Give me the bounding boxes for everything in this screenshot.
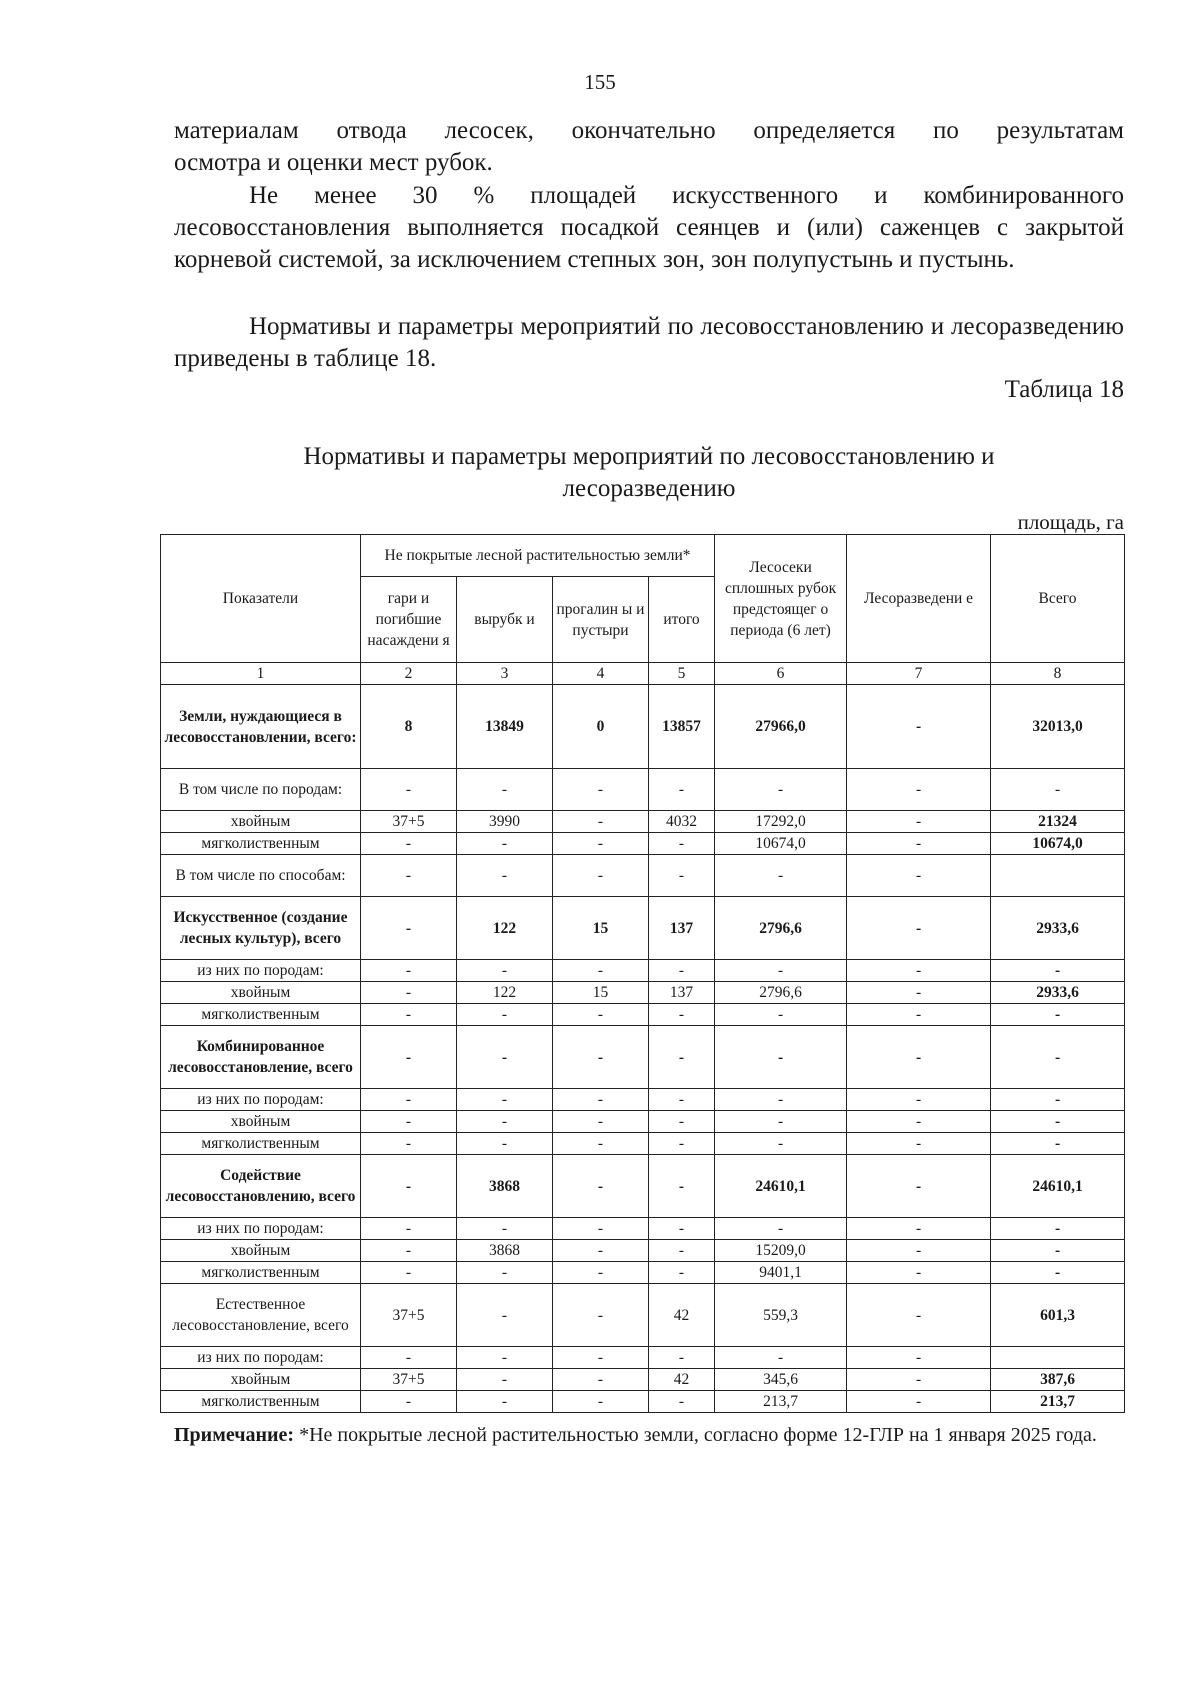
table-cell: 15: [553, 897, 649, 960]
table-row: [161, 811, 1125, 833]
table-cell: -: [553, 1218, 649, 1240]
table-cell: -: [457, 1284, 553, 1347]
table-row: [161, 1218, 1125, 1240]
table-cell: -: [847, 897, 991, 960]
table-cell: -: [553, 1240, 649, 1262]
table-cell: -: [847, 1262, 991, 1284]
row-label: мягколиственным: [161, 1004, 361, 1026]
table-cell: -: [991, 1026, 1125, 1089]
table-cell: -: [649, 855, 715, 897]
row-label: мягколиственным: [161, 1391, 361, 1413]
table-cell: 10674,0: [991, 833, 1125, 855]
header-afforestation: Лесоразведени е: [847, 535, 991, 663]
table-cell: -: [553, 1347, 649, 1369]
table-cell: 24610,1: [991, 1155, 1125, 1218]
table-cell: -: [457, 769, 553, 811]
table-cell: -: [361, 833, 457, 855]
table-cell: -: [649, 1089, 715, 1111]
table-cell: -: [649, 1155, 715, 1218]
table-row: [161, 960, 1125, 982]
table-cell: -: [361, 1004, 457, 1026]
column-number: 8: [991, 663, 1125, 685]
header-not-covered: Не покрытые лесной растительностью земли*: [361, 535, 715, 577]
table-cell: -: [553, 811, 649, 833]
row-label: Земли, нуждающиеся в лесовосстановлении, всего:: [161, 685, 361, 769]
table-cell: -: [553, 1133, 649, 1155]
table-cell: 3868: [457, 1240, 553, 1262]
row-label: Искусственное (создание лесных культур), всего: [161, 897, 361, 960]
table-cell: 2796,6: [715, 982, 847, 1004]
table-cell: -: [847, 1218, 991, 1240]
table-row: [161, 1133, 1125, 1155]
table-row: [161, 1089, 1125, 1111]
table-cell: -: [715, 960, 847, 982]
page-number: 155: [584, 70, 616, 94]
row-label: хвойным: [161, 1240, 361, 1262]
table-cell: -: [649, 1133, 715, 1155]
table-row: [161, 1155, 1125, 1218]
table-cell: 213,7: [991, 1391, 1125, 1413]
table-cell: -: [649, 1347, 715, 1369]
table-column-numbers-row: [161, 663, 1125, 685]
row-label: Естественное лесовосстановление, всего: [161, 1284, 361, 1347]
table-cell: 15209,0: [715, 1240, 847, 1262]
paragraph-2: Не менее 30 % площадей искусственного и комбинированного лесовосстановления выполняется посадкой сеянцев и (или) саженцев с закрытой корневой системой, за исключением степных зон, зон полупустынь и пустынь.: [174, 182, 1124, 273]
table-caption: [174, 441, 1124, 505]
table-cell: 137: [649, 982, 715, 1004]
table-caption-line-1: Нормативы и параметры мероприятий по лесовосстановлению и: [303, 443, 995, 470]
table-cell: -: [991, 1133, 1125, 1155]
row-label: мягколиственным: [161, 1262, 361, 1284]
table-cell: -: [991, 1240, 1125, 1262]
row-label: из них по породам:: [161, 1089, 361, 1111]
table-cell: -: [649, 769, 715, 811]
table-cell: 24610,1: [715, 1155, 847, 1218]
table-cell: -: [649, 1004, 715, 1026]
table-cell: -: [649, 1240, 715, 1262]
column-number: 1: [161, 663, 361, 685]
table-cell: -: [649, 1262, 715, 1284]
row-label: хвойным: [161, 982, 361, 1004]
table-row: [161, 1369, 1125, 1391]
header-indicators: Показатели: [161, 535, 361, 663]
table-cell: -: [553, 960, 649, 982]
table-cell: -: [361, 1391, 457, 1413]
table-cell: -: [457, 960, 553, 982]
table-cell: -: [361, 1347, 457, 1369]
table-cell: -: [553, 1111, 649, 1133]
table-cell: -: [457, 855, 553, 897]
table-cell: -: [847, 1004, 991, 1026]
table-cell: -: [847, 1391, 991, 1413]
table-cell: -: [553, 1369, 649, 1391]
table-cell: -: [847, 1347, 991, 1369]
units-label: площадь, га: [1017, 510, 1124, 534]
table-cell: -: [361, 1155, 457, 1218]
row-label: из них по породам:: [161, 1218, 361, 1240]
table-cell: -: [553, 1155, 649, 1218]
table-cell: -: [991, 960, 1125, 982]
table-cell: -: [553, 1026, 649, 1089]
table-row: [161, 855, 1125, 897]
table-cell: -: [847, 982, 991, 1004]
table-cell: -: [457, 1369, 553, 1391]
table-cell: -: [361, 855, 457, 897]
table-cell: -: [847, 855, 991, 897]
table-cell: -: [457, 1004, 553, 1026]
table-cell: -: [715, 1089, 847, 1111]
table-cell: -: [361, 1111, 457, 1133]
table-row: [161, 897, 1125, 960]
table-cell: -: [991, 1089, 1125, 1111]
table-cell: 0: [553, 685, 649, 769]
table-cell: -: [649, 1026, 715, 1089]
table-cell: -: [847, 1089, 991, 1111]
table-cell: [991, 855, 1125, 897]
table-row: [161, 833, 1125, 855]
table-cell: 9401,1: [715, 1262, 847, 1284]
header-total: Всего: [991, 535, 1125, 663]
table-cell: -: [553, 1284, 649, 1347]
table-row: [161, 1262, 1125, 1284]
table-cell: 13849: [457, 685, 553, 769]
table-cell: -: [847, 1133, 991, 1155]
norms-table: [160, 534, 1125, 1413]
table-cell: -: [847, 1026, 991, 1089]
table-note: [174, 1422, 1124, 1449]
table-cell: 3990: [457, 811, 553, 833]
note-label: Примечание:: [174, 1424, 295, 1446]
table-cell: -: [457, 1026, 553, 1089]
table-cell: -: [847, 1369, 991, 1391]
table-cell: -: [553, 1391, 649, 1413]
table-row: [161, 1026, 1125, 1089]
row-label: Комбинированное лесовосстановление, всего: [161, 1026, 361, 1089]
header-cutting-areas: Лесосеки сплошных рубок предстоящег о периода (6 лет): [715, 535, 847, 663]
column-number: 4: [553, 663, 649, 685]
table-cell: -: [649, 833, 715, 855]
paragraph-1: [174, 115, 1124, 179]
table-cell: -: [649, 960, 715, 982]
table-cell: -: [457, 1391, 553, 1413]
table-cell: -: [361, 769, 457, 811]
table-cell: 2933,6: [991, 982, 1125, 1004]
table-cell: -: [847, 1111, 991, 1133]
row-label: В том числе по породам:: [161, 769, 361, 811]
table-cell: -: [991, 769, 1125, 811]
header-clearings: вырубк и: [457, 577, 553, 663]
table-cell: -: [457, 1111, 553, 1133]
table-cell: -: [457, 1218, 553, 1240]
table-cell: 3868: [457, 1155, 553, 1218]
table-cell: 42: [649, 1284, 715, 1347]
table-cell: 32013,0: [991, 685, 1125, 769]
table-cell: -: [361, 1133, 457, 1155]
table-label: Таблица 18: [1004, 376, 1124, 403]
table-cell: 4032: [649, 811, 715, 833]
table-cell: -: [553, 1262, 649, 1284]
table-cell: -: [361, 1218, 457, 1240]
table-cell: -: [715, 1218, 847, 1240]
table-cell: 10674,0: [715, 833, 847, 855]
row-label: из них по породам:: [161, 1347, 361, 1369]
row-label: хвойным: [161, 811, 361, 833]
table-cell: 27966,0: [715, 685, 847, 769]
table-cell: -: [553, 855, 649, 897]
column-number: 5: [649, 663, 715, 685]
table-cell: -: [361, 1026, 457, 1089]
row-label: Содействие лесовосстановлению, всего: [161, 1155, 361, 1218]
table-row: [161, 769, 1125, 811]
table-cell: 601,3: [991, 1284, 1125, 1347]
table-cell: 387,6: [991, 1369, 1125, 1391]
table-cell: 37+5: [361, 1284, 457, 1347]
table-cell: -: [457, 1347, 553, 1369]
table-cell: 345,6: [715, 1369, 847, 1391]
table-row: [161, 1004, 1125, 1026]
table-cell: -: [991, 1218, 1125, 1240]
header-burns: гари и погибшие насаждени я: [361, 577, 457, 663]
column-number: 3: [457, 663, 553, 685]
table-cell: -: [991, 1004, 1125, 1026]
table-cell: 8: [361, 685, 457, 769]
row-label: В том числе по способам:: [161, 855, 361, 897]
paragraph-1-line-2: осмотра и оценки мест рубок.: [174, 149, 493, 176]
table-cell: -: [361, 960, 457, 982]
table-cell: 15: [553, 982, 649, 1004]
table-cell: -: [457, 1133, 553, 1155]
table-cell: 559,3: [715, 1284, 847, 1347]
table-cell: 2796,6: [715, 897, 847, 960]
table-cell: -: [847, 769, 991, 811]
table-cell: -: [649, 1391, 715, 1413]
table-cell: -: [847, 960, 991, 982]
row-label: из них по породам:: [161, 960, 361, 982]
table-cell: -: [553, 769, 649, 811]
row-label: мягколиственным: [161, 1133, 361, 1155]
table-cell: -: [457, 833, 553, 855]
table-cell: 42: [649, 1369, 715, 1391]
table-cell: 2933,6: [991, 897, 1125, 960]
column-number: 6: [715, 663, 847, 685]
table-row: [161, 1284, 1125, 1347]
table-cell: -: [361, 1262, 457, 1284]
table-cell: -: [847, 1155, 991, 1218]
table-cell: 122: [457, 982, 553, 1004]
table-row: [161, 685, 1125, 769]
table-cell: -: [847, 1284, 991, 1347]
table-cell: -: [715, 855, 847, 897]
table-cell: -: [715, 1111, 847, 1133]
table-cell: -: [847, 833, 991, 855]
table-cell: -: [361, 897, 457, 960]
table-cell: -: [361, 1089, 457, 1111]
row-label: мягколиственным: [161, 833, 361, 855]
table-cell: -: [553, 1004, 649, 1026]
table-cell: -: [715, 1004, 847, 1026]
table-cell: 21324: [991, 811, 1125, 833]
header-subtotal: итого: [649, 577, 715, 663]
table-row: [161, 982, 1125, 1004]
table-cell: 37+5: [361, 1369, 457, 1391]
table-cell: -: [553, 1089, 649, 1111]
table-cell: -: [457, 1262, 553, 1284]
table-row: [161, 1391, 1125, 1413]
table-row: [161, 1347, 1125, 1369]
table-cell: -: [847, 1240, 991, 1262]
note-text: *Не покрытые лесной растительностью земли, согласно форме 12-ГЛР на 1 января 2025 года.: [294, 1424, 1097, 1446]
table-cell: -: [991, 1111, 1125, 1133]
table-cell: 17292,0: [715, 811, 847, 833]
paragraph-3: Нормативы и параметры мероприятий по лесовосстановлению и лесоразведению приведены в таблице 18.: [174, 313, 1124, 372]
table-cell: -: [553, 833, 649, 855]
row-label: хвойным: [161, 1111, 361, 1133]
table-cell: 122: [457, 897, 553, 960]
table-row: [161, 1240, 1125, 1262]
table-cell: -: [361, 1240, 457, 1262]
table-caption-line-2: лесоразведению: [562, 475, 736, 502]
header-glades: прогалин ы и пустыри: [553, 577, 649, 663]
column-number: 2: [361, 663, 457, 685]
column-number: 7: [847, 663, 991, 685]
table-cell: -: [715, 1026, 847, 1089]
table-cell: [991, 1347, 1125, 1369]
table-cell: -: [715, 1133, 847, 1155]
paragraph-1-line-1: материалам отвода лесосек, окончательно определяется по результатам: [174, 117, 1124, 144]
table-cell: 137: [649, 897, 715, 960]
table-cell: -: [715, 769, 847, 811]
table-cell: 213,7: [715, 1391, 847, 1413]
table-cell: -: [847, 811, 991, 833]
table-cell: -: [361, 982, 457, 1004]
table-header-row-1: [161, 535, 1125, 577]
table-cell: -: [649, 1111, 715, 1133]
table-cell: -: [991, 1262, 1125, 1284]
table-cell: -: [847, 685, 991, 769]
table-cell: -: [457, 1089, 553, 1111]
table-row: [161, 1111, 1125, 1133]
table-cell: -: [715, 1347, 847, 1369]
table-cell: 37+5: [361, 811, 457, 833]
table-cell: -: [649, 1218, 715, 1240]
table-cell: 13857: [649, 685, 715, 769]
row-label: хвойным: [161, 1369, 361, 1391]
